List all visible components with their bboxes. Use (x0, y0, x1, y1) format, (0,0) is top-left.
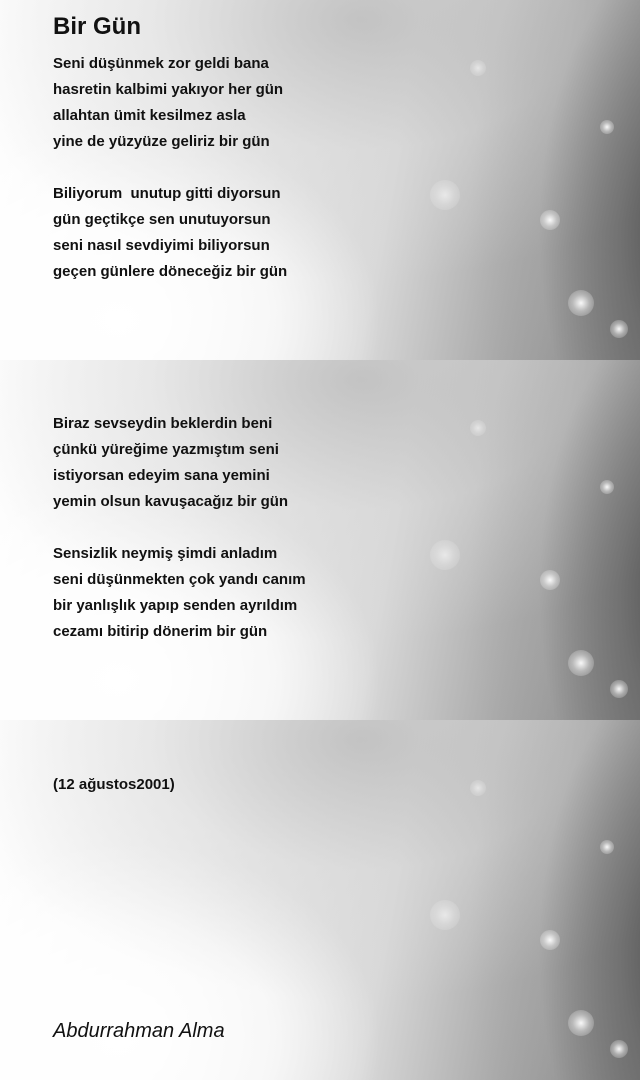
poem-title: Bir Gün (53, 13, 141, 40)
bokeh-light (540, 930, 560, 950)
stanza-1 (53, 51, 283, 155)
stanza-2 (53, 181, 287, 285)
poem-line: cezamı bitirip dönerim bir gün (53, 623, 268, 640)
poem-line: Biliyorum unutup gitti diyorsun (53, 185, 281, 202)
poem-line: yemin olsun kavuşacağız bir gün (53, 493, 289, 510)
poem-line: bir yanlışlık yapıp senden ayrıldım (53, 597, 298, 614)
poem-line: istiyorsan edeyim sana yemini (53, 467, 270, 484)
poem-line: hasretin kalbimi yakıyor her gün (53, 81, 284, 98)
poem-date: (12 ağustos2001) (53, 776, 175, 793)
bokeh-light (600, 840, 614, 854)
bokeh-light (600, 120, 614, 134)
poem-line: çünkü yüreğime yazmıştım seni (53, 441, 279, 458)
bokeh-light (568, 290, 594, 316)
stanza-3 (53, 411, 288, 515)
poem-line: Seni düşünmek zor geldi bana (53, 55, 269, 72)
poem-line: geçen günlere döneceğiz bir gün (53, 263, 288, 280)
bokeh-light (600, 480, 614, 494)
poem-line: seni düşünmekten çok yandı canım (53, 571, 306, 588)
poem-panel-3 (0, 720, 640, 1080)
poem-line: Sensizlik neymiş şimdi anladım (53, 545, 278, 562)
bokeh-light (470, 780, 486, 796)
bokeh-light (568, 650, 594, 676)
bokeh-light (430, 180, 460, 210)
bokeh-light (470, 420, 486, 436)
bokeh-light (540, 570, 560, 590)
poem-line: seni nasıl sevdiyimi biliyorsun (53, 237, 270, 254)
poem-line: Biraz sevseydin beklerdin beni (53, 415, 273, 432)
stanza-4 (53, 541, 306, 645)
poem-line: yine de yüzyüze geliriz bir gün (53, 133, 270, 150)
bokeh-light (610, 1040, 628, 1058)
bokeh-light (568, 1010, 594, 1036)
poem-line: gün geçtikçe sen unutuyorsun (53, 211, 271, 228)
poem-panel-1 (0, 0, 640, 360)
bokeh-light (610, 320, 628, 338)
poem-panel-2 (0, 360, 640, 720)
bokeh-light (470, 60, 486, 76)
bokeh-light (430, 900, 460, 930)
poem-author: Abdurrahman Alma (53, 1020, 225, 1042)
bokeh-light (610, 680, 628, 698)
poem-line: allahtan ümit kesilmez asla (53, 107, 246, 124)
bokeh-light (430, 540, 460, 570)
bokeh-light (540, 210, 560, 230)
